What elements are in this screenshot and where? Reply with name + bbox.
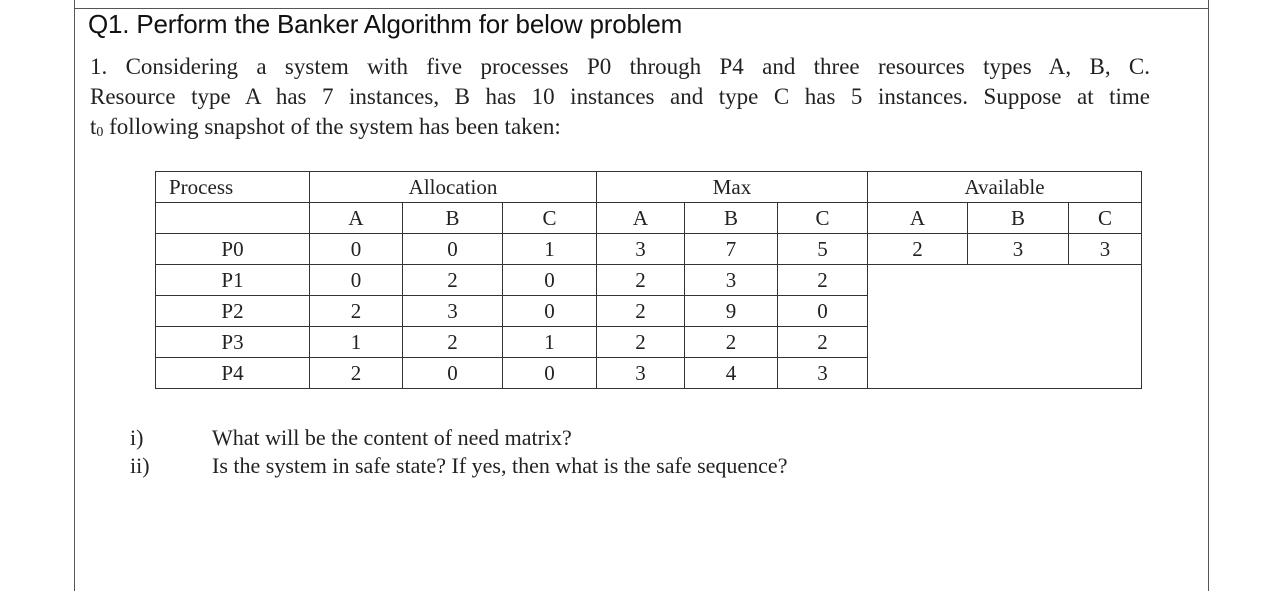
question-text: What will be the content of need matrix? [212,425,572,450]
question-text: Is the system in safe state? If yes, then what is the safe sequence? [212,453,788,478]
max-cell: 7 [685,234,778,265]
max-cell: 3 [778,358,868,389]
allocation-cell: 0 [503,265,597,296]
max-header: Max [597,172,868,203]
sub-header: A [868,203,968,234]
max-cell: 2 [778,327,868,358]
sub-header: C [1069,203,1142,234]
available-cell: 3 [968,234,1069,265]
process-header: Process [156,172,310,203]
max-cell: 2 [685,327,778,358]
allocation-cell: 0 [503,358,597,389]
max-cell: 2 [597,265,685,296]
process-name: P1 [156,265,310,296]
allocation-cell: 1 [503,327,597,358]
max-cell: 5 [778,234,868,265]
allocation-cell: 0 [310,234,403,265]
process-name: P0 [156,234,310,265]
table-row [156,265,1142,296]
allocation-cell: 0 [403,234,503,265]
statement-line-1: 1. Considering a system with five processes P0 through P4 and three resources types A, B, C. [90,54,1150,79]
max-cell: 4 [685,358,778,389]
sub-header-row [156,203,1142,234]
empty-cell [156,203,310,234]
max-cell: 3 [685,265,778,296]
allocation-cell: 0 [503,296,597,327]
sub-header: B [685,203,778,234]
process-name: P3 [156,327,310,358]
allocation-cell: 2 [403,265,503,296]
allocation-header: Allocation [310,172,597,203]
allocation-cell: 2 [310,296,403,327]
sub-header: A [310,203,403,234]
sub-header: B [968,203,1069,234]
max-cell: 3 [597,358,685,389]
process-name: P2 [156,296,310,327]
available-header: Available [868,172,1142,203]
allocation-cell: 3 [403,296,503,327]
process-name: P4 [156,358,310,389]
max-cell: 0 [778,296,868,327]
allocation-cell: 2 [403,327,503,358]
max-cell: 2 [597,296,685,327]
allocation-cell: 0 [310,265,403,296]
max-cell: 9 [685,296,778,327]
problem-statement [90,52,1150,148]
available-blank-area [868,265,1142,389]
allocation-cell: 1 [310,327,403,358]
available-cell: 3 [1069,234,1142,265]
sub-header: C [778,203,868,234]
question-heading: Q1. Perform the Banker Algorithm for below problem [88,9,683,39]
sub-header: B [403,203,503,234]
question-number: ii) [130,453,150,478]
max-cell: 3 [597,234,685,265]
max-cell: 2 [778,265,868,296]
statement-line-2: Resource type A has 7 instances, B has 10 instances and type C has 5 instances. Suppose at time [90,84,1150,109]
question-number: i) [130,425,144,450]
statement-line-3: $t_0$ following snapshot of the system has been taken: [90,114,561,140]
max-cell: 2 [597,327,685,358]
snapshot-table [155,171,1142,389]
available-cell: 2 [868,234,968,265]
table-row [156,234,1142,265]
allocation-cell: 1 [503,234,597,265]
sub-header: A [597,203,685,234]
group-header-row [156,172,1142,203]
sub-header: C [503,203,597,234]
allocation-cell: 0 [403,358,503,389]
allocation-cell: 2 [310,358,403,389]
